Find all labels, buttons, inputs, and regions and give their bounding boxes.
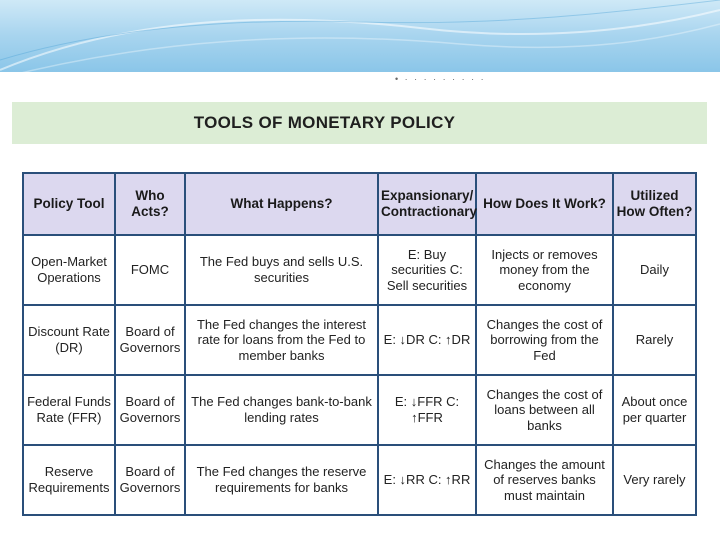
scan-strip — [0, 72, 720, 94]
cell-who-acts: FOMC — [115, 235, 185, 305]
cell-how-it-works: Changes the cost of loans between all banks — [476, 375, 613, 445]
cell-policy-tool: Discount Rate (DR) — [23, 305, 115, 375]
cell-how-often: Daily — [613, 235, 696, 305]
table-row — [23, 375, 696, 445]
cell-how-it-works: Changes the cost of borrowing from the Fed — [476, 305, 613, 375]
cell-how-it-works: Injects or removes money from the economy — [476, 235, 613, 305]
header-how-often: Utilized How Often? — [613, 173, 696, 235]
header-who-acts: Who Acts? — [115, 173, 185, 235]
faint-text: • · · · · · · · · · — [395, 74, 486, 84]
cell-policy-tool: Federal Funds Rate (FFR) — [23, 375, 115, 445]
header-how-it-works: How Does It Work? — [476, 173, 613, 235]
title-box — [12, 102, 707, 144]
cell-expansionary: E: ↓FFR C: ↑FFR — [378, 375, 476, 445]
cell-what-happens: The Fed changes the reserve requirements for banks — [185, 445, 378, 515]
page-title: TOOLS OF MONETARY POLICY — [193, 113, 456, 132]
table-row — [23, 235, 696, 305]
cell-what-happens: The Fed changes the interest rate for loans from the Fed to member banks — [185, 305, 378, 375]
cell-who-acts: Board of Governors — [115, 375, 185, 445]
cell-what-happens: The Fed changes bank-to-bank lending rates — [185, 375, 378, 445]
cell-how-often: Very rarely — [613, 445, 696, 515]
cell-who-acts: Board of Governors — [115, 305, 185, 375]
cell-expansionary: E: ↓DR C: ↑DR — [378, 305, 476, 375]
policy-table — [22, 172, 697, 516]
table-row — [23, 445, 696, 515]
table-row — [23, 305, 696, 375]
header-what-happens: What Happens? — [185, 173, 378, 235]
header-policy-tool: Policy Tool — [23, 173, 115, 235]
cell-policy-tool: Reserve Requirements — [23, 445, 115, 515]
cell-what-happens: The Fed buys and sells U.S. securities — [185, 235, 378, 305]
cell-who-acts: Board of Governors — [115, 445, 185, 515]
header-expansionary: Expansionary/ Contractionary — [378, 173, 476, 235]
cell-expansionary: E: Buy securities C: Sell securities — [378, 235, 476, 305]
cell-how-often: Rarely — [613, 305, 696, 375]
table-header-row — [23, 173, 696, 235]
cell-how-often: About once per quarter — [613, 375, 696, 445]
cell-expansionary: E: ↓RR C: ↑RR — [378, 445, 476, 515]
cell-how-it-works: Changes the amount of reserves banks must maintain — [476, 445, 613, 515]
cell-policy-tool: Open-Market Operations — [23, 235, 115, 305]
